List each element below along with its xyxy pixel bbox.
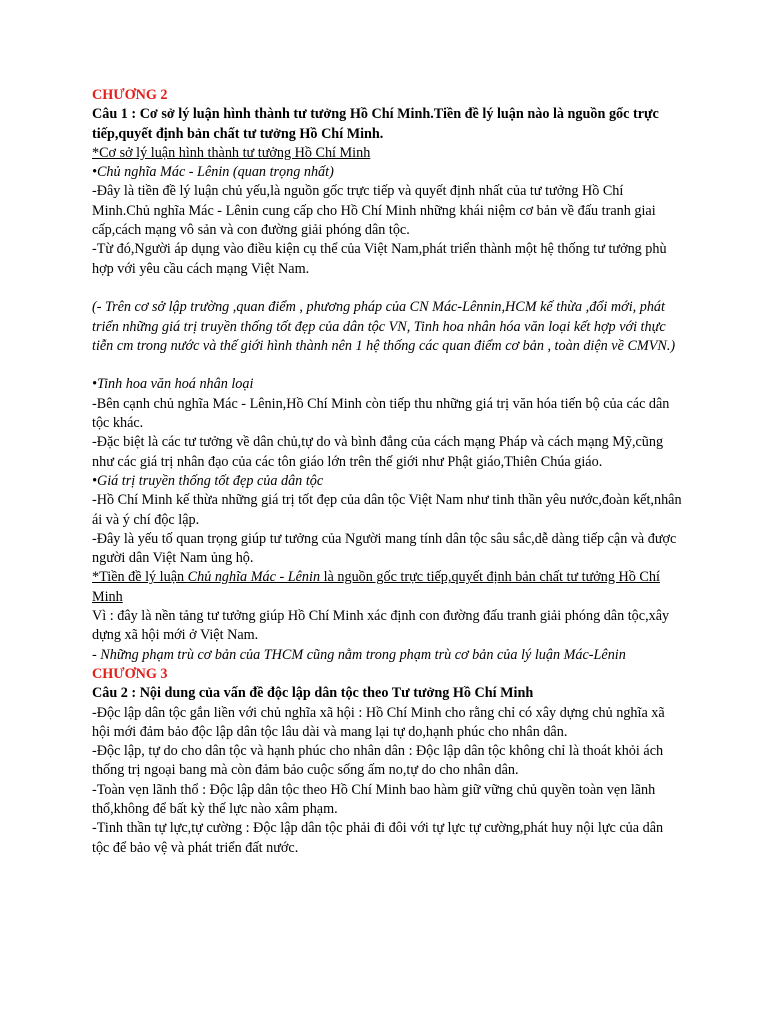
culture-paragraph-1: -Bên cạnh chủ nghĩa Mác - Lênin,Hồ Chí Minh còn tiếp thu những giá trị văn hóa tiến bộ của các dân tộc khác. xyxy=(92,395,670,432)
tradition-paragraph-2: -Đây là yếu tố quan trọng giúp tư tưởng của Người mang tính dân tộc sâu sắc,dễ dàng tiếp cận và được người dân Việt Nam ủng hộ. xyxy=(92,530,677,567)
question-2: Câu 2 : Nội dung của vấn đề độc lập dân tộc theo Tư tưởng Hồ Chí Minh xyxy=(92,685,534,702)
premise-part-a: *Tiền đề lý luận xyxy=(92,569,188,586)
chapter-3-heading: CHƯƠNG 3 xyxy=(92,665,168,682)
reason-paragraph: Vì : đây là nền tảng tư tưởng giúp Hồ Chí Minh xác định con đường đấu tranh giải phóng dân tộc,xây dựng xã hội mới ở Việt Nam. xyxy=(92,608,670,644)
marx-lenin-title: •Chủ nghĩa Mác - Lênin (quan trọng nhất) xyxy=(92,164,334,181)
spacer xyxy=(92,279,682,298)
marx-lenin-paragraph-1: -Đây là tiền đề lý luận chủ yếu,là nguồn gốc trực tiếp và quyết định nhất của tư tưởng Hồ Chí Minh.Chủ nghĩa Mác - Lênin cung cấp cho Hồ Chí Minh những khái niệm cơ bản về đấu tranh giai cấp,cách mạng vô sản và con đường giải phóng dân tộc. xyxy=(92,183,656,239)
question-1: Câu 1 : Cơ sở lý luận hình thành tư tưởng Hồ Chí Minh.Tiền đề lý luận nào là nguồn gốc trực tiếp,quyết định bản chất tư tưởng Hồ Chí Minh. xyxy=(92,106,659,142)
independence-paragraph-4: -Tinh thần tự lực,tự cường : Độc lập dân tộc phải đi đôi với tự lực tự cường,phát huy nội lực của dân tộc để bảo vệ và phát triển đất nước. xyxy=(92,820,664,856)
independence-paragraph-1: -Độc lập dân tộc gắn liền với chủ nghĩa xã hội : Hồ Chí Minh cho rằng chỉ có xây dựng chủ nghĩa xã hội mới đảm bảo độc lập dân tộc lâu dài và mang lại tự do,hạnh phúc cho nhân dân. xyxy=(92,704,665,740)
category-note: - Những phạm trù cơ bản của THCM cũng nằm trong phạm trù cơ bản của lý luận Mác-Lênin xyxy=(92,646,626,663)
basis-title: *Cơ sở lý luận hình thành tư tưởng Hồ Chí Minh xyxy=(92,144,371,161)
marx-lenin-paragraph-2: -Từ đó,Người áp dụng vào điều kiện cụ thể của Việt Nam,phát triển thành một hệ thống tư tưởng phù hợp với yêu cầu cách mạng Việt Nam. xyxy=(92,241,667,277)
independence-paragraph-2: -Độc lập, tự do cho dân tộc và hạnh phúc cho nhân dân : Độc lập dân tộc không chỉ là thoát khỏi ách thống trị ngoại bang mà còn đảm bảo cuộc sống ấm no,tự do cho nhân dân. xyxy=(92,743,664,779)
premise-part-b: Chủ nghĩa Mác - Lênin xyxy=(187,569,321,586)
tradition-paragraph-1: -Hồ Chí Minh kế thừa những giá trị tốt đẹp của dân tộc Việt Nam như tinh thần yêu nước,đoàn kết,nhân ái và ý chí độc lập. xyxy=(92,492,682,528)
culture-title: •Tinh hoa văn hoá nhân loại xyxy=(92,376,254,393)
document-body xyxy=(92,86,682,858)
note-paragraph: (- Trên cơ sở lập trường ,quan điểm , phương pháp của CN Mác-Lênnin,HCM kế thừa ,đổi mới, phát triển những giá trị truyền thống tốt đẹp của dân tộc VN, Tinh hoa nhân hóa văn loại kết hợp với thực tiễn cm trong nước và thế giới hình thành nên 1 hệ thống các quan điểm cơ bản , toàn diện về CMVN.) xyxy=(92,299,676,354)
tradition-title: •Giá trị truyền thống tốt đẹp của dân tộc xyxy=(92,472,324,489)
independence-paragraph-3: -Toàn vẹn lãnh thổ : Độc lập dân tộc theo Hồ Chí Minh bao hàm giữ vững chủ quyền toàn vẹn lãnh thổ,không để bất kỳ thế lực nào xâm phạm. xyxy=(92,781,656,817)
spacer xyxy=(92,356,682,375)
chapter-2-heading: CHƯƠNG 2 xyxy=(92,87,168,103)
culture-paragraph-2: -Đặc biệt là các tư tưởng về dân chủ,tự do và bình đẳng của cách mạng Pháp và cách mạng Mỹ,cũng như các giá trị nhân đạo của các tôn giáo lớn trên thế giới như Phật giáo,Thiên Chúa giáo. xyxy=(92,434,664,470)
premise-statement xyxy=(92,568,682,607)
premise-part-c: là nguồn gốc trực tiếp,quyết định bản chất tư tưởng Hồ Chí Minh xyxy=(92,569,660,605)
